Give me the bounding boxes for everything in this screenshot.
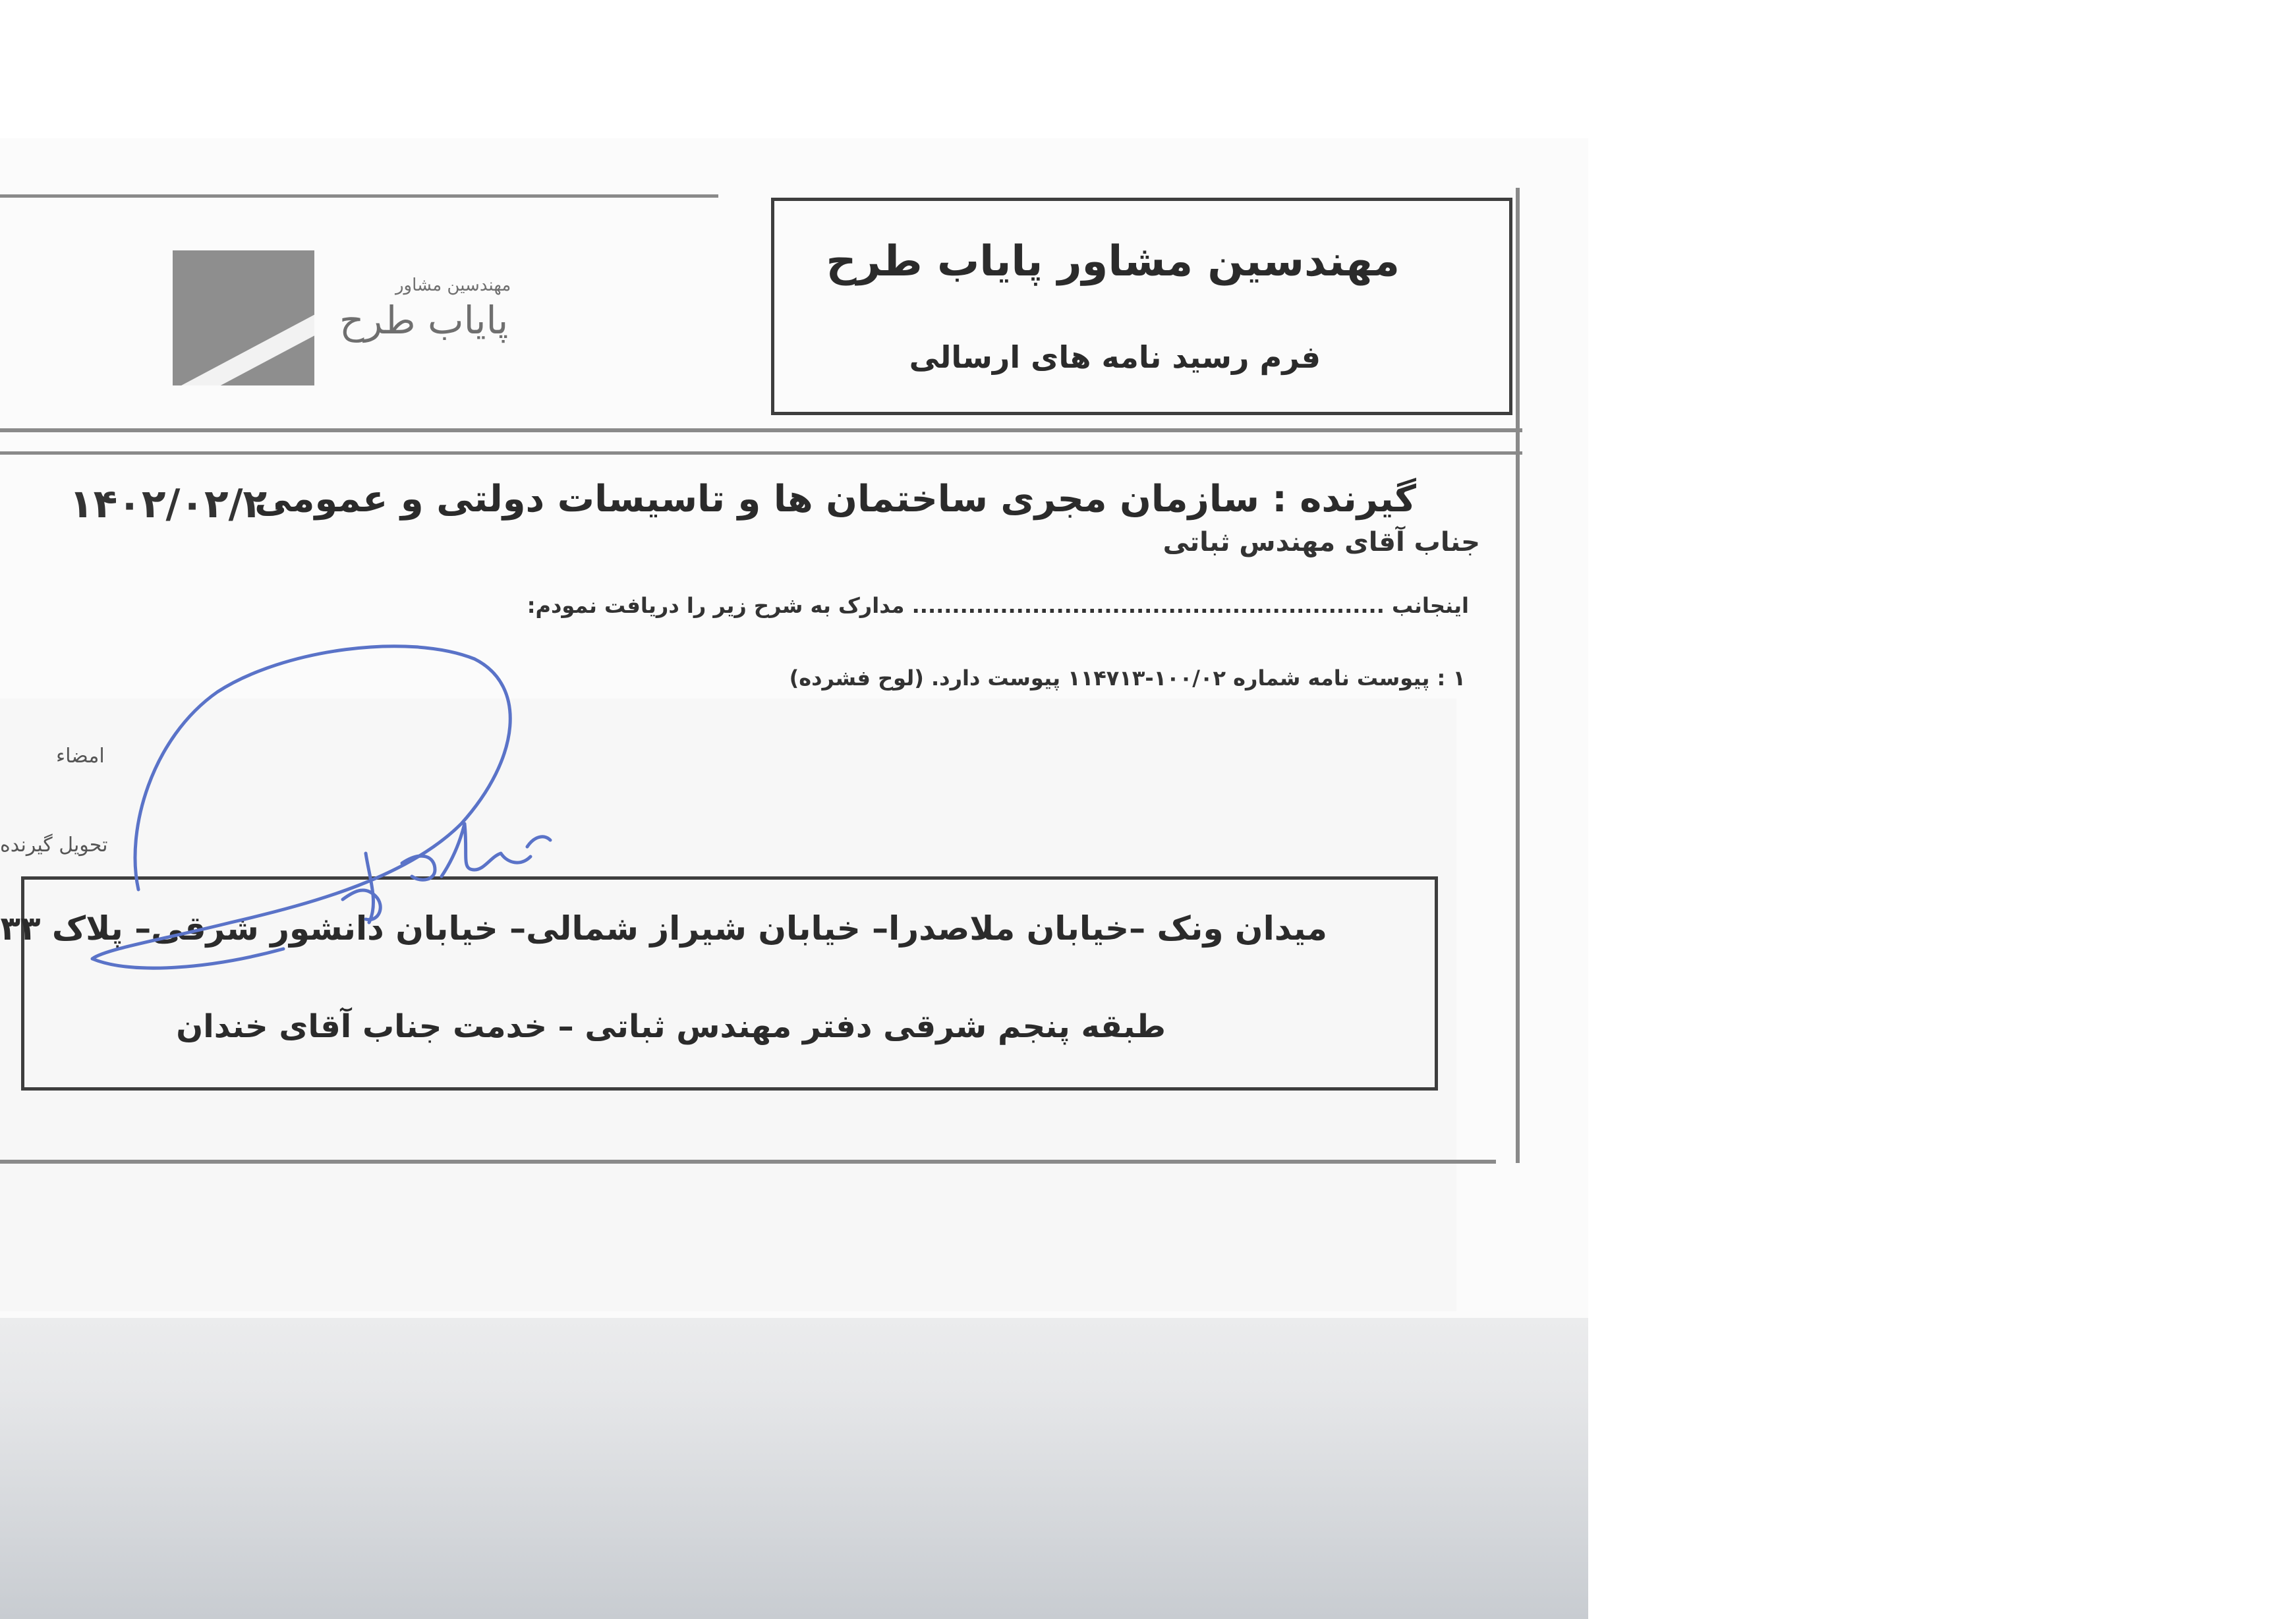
- company-name: مهندسین مشاور پایاب طرح: [826, 237, 1400, 286]
- signature-label: امضاء: [56, 745, 105, 768]
- address-line-2: طبقه پنجم شرقی دفتر مهندس ثباتی – خدمت جناب آقای خندان: [176, 1008, 1166, 1045]
- attachment-item: ۱ : پیوست نامه شماره ۱۰۰/۰۲-۱۱۴۷۱۳ پیوست دارد. (لوح فشرده): [789, 666, 1466, 691]
- logo-caption-small: مهندسین مشاور: [395, 275, 511, 295]
- form-title: فرم رسید نامه های ارسالی: [909, 339, 1321, 375]
- recipient: گیرنده : سازمان مجری ساختمان ها و تاسیسات دولتی و عمومی: [254, 478, 1416, 521]
- letter-date: ۱۴۰۲/۰۲/۲۰: [69, 481, 291, 527]
- honorific: جناب آقای مهندس ثباتی: [1162, 527, 1480, 557]
- receiver-label: تحویل گیرنده: [0, 834, 108, 857]
- logo-caption-large: پایاب طرح: [339, 298, 509, 343]
- receipt-statement: اینجانب ........................................................... مدارک به شرح زیر را دریافت نمودم:: [527, 593, 1469, 618]
- address-line-1: میدان ونک –خیابان ملاصدرا– خیابان شیراز شمالی– خیابان دانشور شرقی– پلاک ۳۳: [0, 909, 1327, 948]
